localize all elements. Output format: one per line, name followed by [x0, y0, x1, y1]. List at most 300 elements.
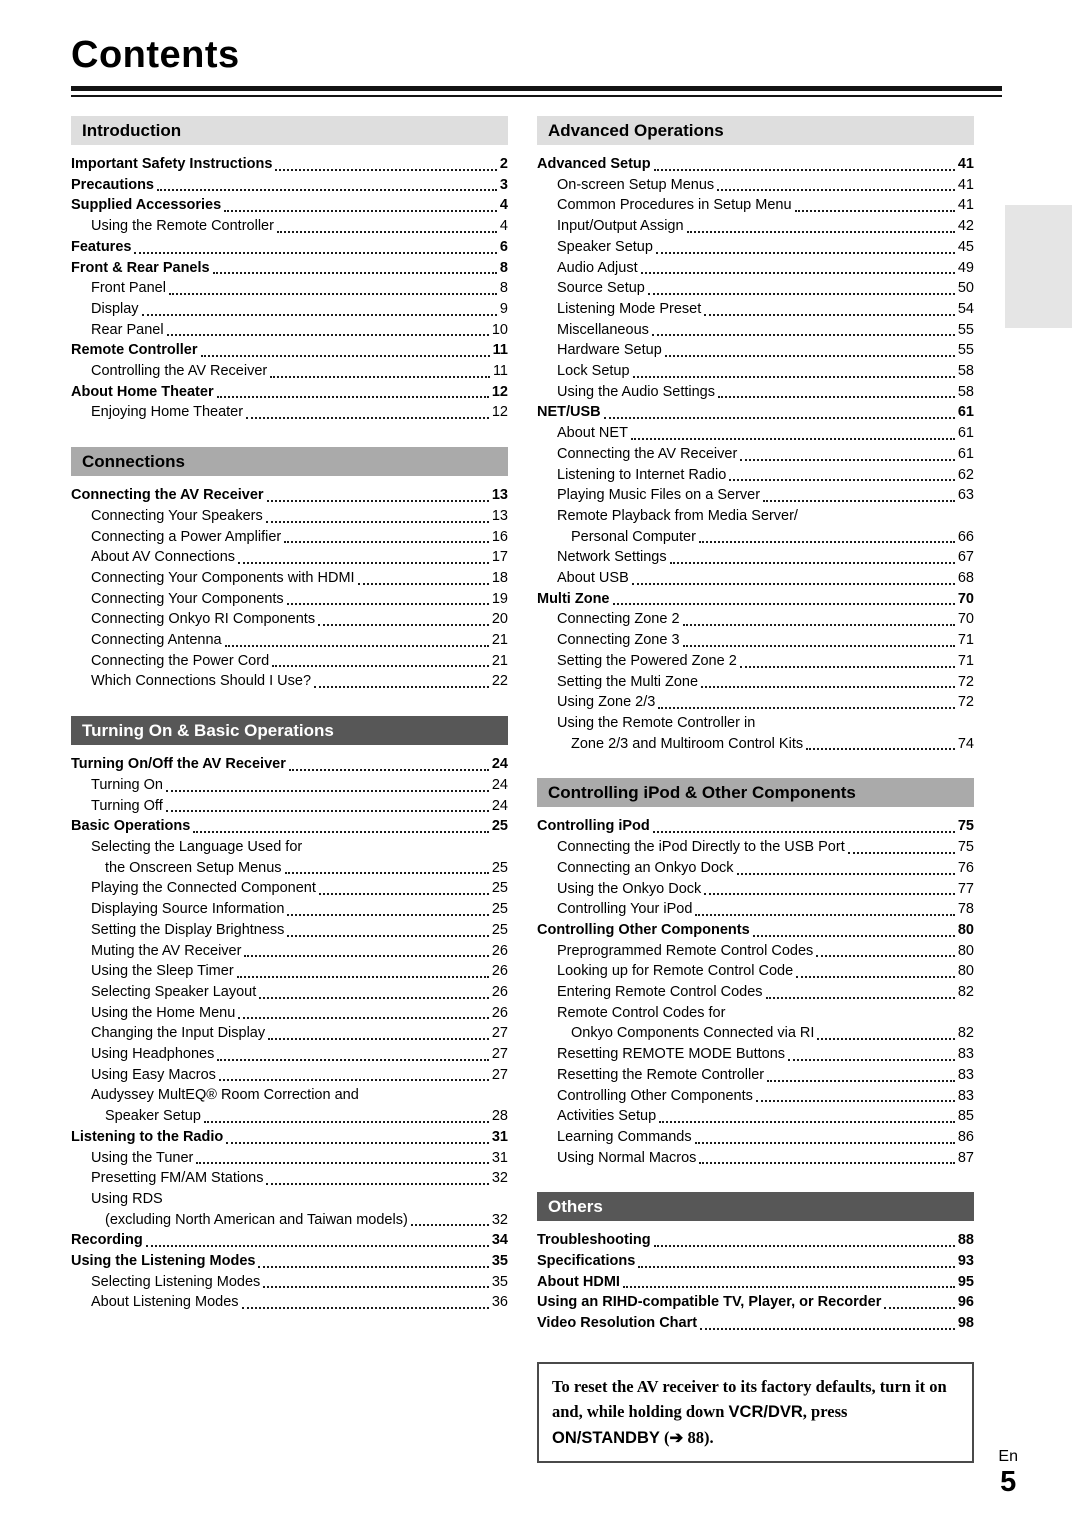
toc-entry-page: 71	[957, 652, 974, 669]
section-header-connections: Connections	[71, 447, 508, 476]
toc-entry	[537, 320, 974, 341]
toc-entry-page: 24	[491, 797, 508, 814]
toc-entry-page: 82	[957, 984, 974, 1001]
toc-entry-label: Connecting Onkyo RI Components	[91, 611, 316, 628]
toc-entry-label: Using the Audio Settings	[557, 383, 715, 400]
toc-entry	[71, 154, 508, 175]
toc-entry-label: the Onscreen Setup Menus	[105, 859, 282, 876]
section-header-advanced-operations: Advanced Operations	[537, 116, 974, 145]
toc-entry-label: Setting the Display Brightness	[91, 921, 285, 938]
toc-entry-label: Connecting Your Speakers	[91, 507, 263, 524]
dot-leader	[763, 500, 955, 502]
toc-entry-page: 25	[491, 818, 508, 835]
dot-leader	[633, 376, 955, 378]
toc-entry-page: 88	[957, 1232, 974, 1249]
dot-leader	[701, 686, 955, 688]
toc-entry	[71, 506, 508, 527]
section-header-controlling-ipod-other-components: Controlling iPod & Other Components	[537, 778, 974, 807]
toc-entry-label: Selecting the Language Used for	[91, 838, 303, 855]
toc-entry-label: (excluding North American and Taiwan models)	[105, 1211, 408, 1228]
toc-entry	[71, 775, 508, 796]
toc-entry	[537, 175, 974, 196]
toc-entry	[537, 1148, 974, 1169]
toc-entry-label: Connecting the Power Cord	[91, 652, 270, 669]
toc-entry	[71, 671, 508, 692]
dot-leader	[225, 645, 489, 647]
toc-entry-label: Muting the AV Receiver	[91, 942, 242, 959]
toc-entry	[71, 568, 508, 589]
toc-entry-page: 11	[492, 363, 508, 380]
dot-leader	[683, 645, 955, 647]
toc-entry	[537, 216, 974, 237]
dot-leader	[166, 810, 489, 812]
toc-entry-page: 71	[957, 632, 974, 649]
toc-entry	[537, 672, 974, 693]
dot-leader	[795, 210, 955, 212]
toc-entry-label: Using Zone 2/3	[557, 694, 656, 711]
toc-entry-page: 55	[957, 321, 974, 338]
toc-entry-page: 96	[957, 1294, 974, 1311]
dot-leader	[242, 1307, 489, 1309]
note-text: , press	[802, 1401, 848, 1421]
dot-leader	[289, 769, 489, 771]
dot-leader	[816, 955, 955, 957]
toc-entry-label: Precautions	[71, 176, 154, 193]
toc-entry	[71, 340, 508, 361]
toc-entry-page: 34	[491, 1232, 508, 1249]
toc-entry-page: 50	[957, 280, 974, 297]
toc-entry-label: About NET	[557, 425, 628, 442]
toc-entry	[71, 278, 508, 299]
dot-leader	[683, 624, 955, 626]
dot-leader	[653, 831, 955, 833]
page-title: Contents	[71, 34, 240, 76]
dot-leader	[267, 500, 489, 502]
toc-entry-page: 11	[492, 342, 508, 359]
page-footer	[998, 1448, 1018, 1498]
toc-entry	[537, 692, 974, 713]
toc-entry-page: 77	[957, 880, 974, 897]
dot-leader	[700, 1328, 955, 1330]
toc-entry	[537, 1003, 974, 1024]
toc-entry-page: 87	[957, 1149, 974, 1166]
toc-entry-page: 63	[957, 487, 974, 504]
toc-entry-label: Personal Computer	[571, 528, 696, 545]
toc-entry-label: Speaker Setup	[557, 238, 653, 255]
dot-leader	[169, 293, 497, 295]
toc-entry	[537, 734, 974, 755]
dot-leader	[641, 272, 955, 274]
dot-leader	[275, 169, 497, 171]
dot-leader	[740, 459, 955, 461]
toc-entry-label: Turning On	[91, 776, 163, 793]
toc-entry-label: Activities Setup	[557, 1108, 657, 1125]
toc-entry-page: 62	[957, 466, 974, 483]
dot-leader	[244, 955, 488, 957]
toc-entry-page: 61	[957, 425, 974, 442]
toc-entry-page: 83	[957, 1087, 974, 1104]
toc-entry-label: Common Procedures in Setup Menu	[557, 197, 792, 214]
dot-leader	[263, 1286, 489, 1288]
toc-entry	[71, 1003, 508, 1024]
toc-entry-label: Using the Listening Modes	[71, 1253, 256, 1270]
toc-entry-label: Connecting the AV Receiver	[71, 487, 264, 504]
dot-leader	[246, 417, 489, 419]
dot-leader	[167, 334, 489, 336]
toc-entry-page: 98	[957, 1315, 974, 1332]
dot-leader	[213, 272, 497, 274]
dot-leader	[319, 893, 489, 895]
dot-leader	[268, 1038, 489, 1040]
toc-entry-label: Connecting an Onkyo Dock	[557, 859, 734, 876]
dot-leader	[266, 1183, 488, 1185]
toc-entry	[71, 920, 508, 941]
toc-entry-page: 61	[957, 445, 974, 462]
toc-entry	[71, 1168, 508, 1189]
toc-entry-label: Controlling the AV Receiver	[91, 363, 268, 380]
toc-entry-page: 45	[957, 238, 974, 255]
dot-leader	[224, 210, 497, 212]
note-button-name: ON/STANDBY	[552, 1428, 660, 1447]
toc-entry-label: Onkyo Components Connected via RI	[571, 1025, 815, 1042]
toc-entry-page: 24	[491, 776, 508, 793]
toc-entry-label: Connecting Your Components with HDMI	[91, 569, 355, 586]
dot-leader	[270, 376, 490, 378]
toc-entry-page: 25	[491, 901, 508, 918]
toc-entry	[537, 589, 974, 610]
dot-leader	[687, 231, 955, 233]
toc-entry-page: 86	[957, 1128, 974, 1145]
toc-entry-page: 55	[957, 342, 974, 359]
toc-entry	[537, 1044, 974, 1065]
toc-entry-label: Using the Onkyo Dock	[557, 880, 702, 897]
toc-entry-page: 20	[491, 611, 508, 628]
toc-entry-label: Connecting Antenna	[91, 632, 222, 649]
toc-entry-label: About Home Theater	[71, 383, 214, 400]
section-header-turning-on-basic-operations: Turning On & Basic Operations	[71, 716, 508, 745]
toc-entry-page: 85	[957, 1108, 974, 1125]
toc-entry	[537, 982, 974, 1003]
toc-entry-label: About AV Connections	[91, 549, 236, 566]
dot-leader	[704, 893, 955, 895]
toc-entry-label: Resetting REMOTE MODE Buttons	[557, 1046, 786, 1063]
toc-entry	[71, 1065, 508, 1086]
toc-entry	[71, 754, 508, 775]
toc-entry	[537, 361, 974, 382]
toc-entry-page: 58	[957, 383, 974, 400]
toc-entry	[537, 961, 974, 982]
toc-entry	[537, 816, 974, 837]
toc-entry-label: Controlling iPod	[537, 818, 650, 835]
toc-entry-page: 24	[491, 756, 508, 773]
toc-entry	[537, 423, 974, 444]
toc-entry-page: 93	[957, 1253, 974, 1270]
toc-entry	[537, 465, 974, 486]
toc-entry-label: Zone 2/3 and Multiroom Control Kits	[571, 735, 804, 752]
toc-entry	[537, 920, 974, 941]
toc-entry	[537, 278, 974, 299]
dot-leader	[237, 976, 489, 978]
toc-entry-label: Using an RIHD-compatible TV, Player, or Recorder	[537, 1294, 882, 1311]
dot-leader	[756, 1100, 955, 1102]
toc-entry	[71, 237, 508, 258]
toc-entry-label: Controlling Your iPod	[557, 901, 693, 918]
toc-entry	[71, 547, 508, 568]
toc-entry	[71, 1106, 508, 1127]
toc-entry-page: 3	[499, 176, 508, 193]
toc-entry-label: Rear Panel	[91, 321, 164, 338]
toc-entry-page: 4	[499, 197, 508, 214]
toc-entry-page: 76	[957, 859, 974, 876]
dot-leader	[134, 252, 496, 254]
toc-entry-page: 35	[491, 1253, 508, 1270]
dot-leader	[142, 314, 497, 316]
dot-leader	[806, 748, 955, 750]
toc-entry-page: 72	[957, 673, 974, 690]
dot-leader	[238, 1017, 489, 1019]
dot-leader	[219, 1079, 489, 1081]
toc-entry	[537, 527, 974, 548]
toc-entry-label: Resetting the Remote Controller	[557, 1066, 765, 1083]
toc-entry-label: Enjoying Home Theater	[91, 404, 244, 421]
toc-entry	[537, 1065, 974, 1086]
toc-entry	[71, 1127, 508, 1148]
section-header-introduction: Introduction	[71, 116, 508, 145]
note-text: To reset the AV receiver to its factory defaults, turn it on and, while holding down	[552, 1376, 947, 1421]
toc-entry-page: 27	[491, 1066, 508, 1083]
toc-entry	[537, 1292, 974, 1313]
toc-entry-page: 31	[491, 1149, 508, 1166]
toc-entry	[537, 1086, 974, 1107]
toc-entry-page: 22	[491, 673, 508, 690]
dot-leader	[284, 541, 489, 543]
toc-entry-label: Looking up for Remote Control Code	[557, 963, 794, 980]
toc-entry-label: Playing the Connected Component	[91, 880, 316, 897]
toc-entry-page: 26	[491, 963, 508, 980]
toc-entry	[71, 1272, 508, 1293]
toc-entry-label: Which Connections Should I Use?	[91, 673, 312, 690]
toc-entry	[71, 258, 508, 279]
toc-entry-label: Setting the Multi Zone	[557, 673, 699, 690]
toc-entry-label: Connecting Zone 2	[557, 611, 680, 628]
dot-leader	[718, 396, 955, 398]
toc-entry-page: 32	[491, 1211, 508, 1228]
toc-entry	[71, 1230, 508, 1251]
section-entries	[71, 754, 508, 1313]
toc-entry	[537, 630, 974, 651]
dot-leader	[658, 707, 955, 709]
toc-entry	[537, 444, 974, 465]
toc-entry	[71, 816, 508, 837]
toc-entry-page: 9	[499, 300, 508, 317]
dot-leader	[266, 521, 489, 523]
toc-entry-label: Controlling Other Components	[537, 921, 750, 938]
toc-entry-page: 41	[957, 156, 974, 172]
toc-entry-label: Lock Setup	[557, 363, 630, 380]
toc-entry-label: Specifications	[537, 1253, 636, 1270]
toc-entry-label: Front Panel	[91, 280, 166, 297]
toc-entry-page: 36	[491, 1294, 508, 1311]
toc-entry	[537, 1313, 974, 1334]
toc-entry-label: Listening Mode Preset	[557, 300, 702, 317]
toc-entry-label: Remote Playback from Media Server/	[557, 507, 798, 524]
section-entries	[71, 485, 508, 692]
toc-entry-label: Using the Remote Controller	[91, 218, 274, 235]
toc-entry-label: Selecting Listening Modes	[91, 1273, 261, 1290]
toc-entry	[537, 1272, 974, 1293]
toc-entry-page: 67	[957, 549, 974, 566]
toc-entry	[537, 568, 974, 589]
toc-entry-label: Remote Control Codes for	[557, 1004, 726, 1021]
page-edge-tab	[1005, 205, 1072, 328]
toc-entry	[71, 299, 508, 320]
toc-entry-label: Remote Controller	[71, 342, 198, 359]
toc-entry	[537, 195, 974, 216]
toc-entry	[71, 361, 508, 382]
toc-entry	[71, 589, 508, 610]
toc-entry-page: 68	[957, 570, 974, 587]
toc-entry-label: Multi Zone	[537, 590, 610, 607]
toc-entry-label: Using Easy Macros	[91, 1066, 216, 1083]
toc-entry-page: 72	[957, 694, 974, 711]
toc-entry-page: 4	[499, 218, 508, 235]
toc-entry-page: 35	[491, 1273, 508, 1290]
toc-entry-page: 80	[957, 942, 974, 959]
dot-leader	[358, 583, 489, 585]
dot-leader	[704, 314, 955, 316]
dot-leader	[766, 997, 955, 999]
toc-entry-page: 17	[491, 549, 508, 566]
toc-entry-page: 41	[957, 176, 974, 193]
toc-entry-label: Miscellaneous	[557, 321, 649, 338]
dot-leader	[796, 976, 955, 978]
dot-leader	[238, 562, 489, 564]
dot-leader	[848, 852, 955, 854]
toc-entry-page: 13	[491, 507, 508, 524]
toc-entry-page: 75	[957, 818, 974, 835]
toc-entry-label: Network Settings	[557, 549, 667, 566]
toc-entry-label: Learning Commands	[557, 1128, 692, 1145]
dot-leader	[204, 1121, 489, 1123]
toc-entry	[71, 1085, 508, 1106]
toc-entry-page: 26	[491, 1004, 508, 1021]
toc-entry	[71, 1292, 508, 1313]
toc-entry-label: Audio Adjust	[557, 259, 638, 276]
toc-entry-label: Using the Sleep Timer	[91, 963, 234, 980]
dot-leader	[193, 831, 489, 833]
footer-page-number: 5	[1000, 1466, 1017, 1498]
dot-leader	[699, 1162, 954, 1164]
toc-entry-label: Connecting Your Components	[91, 590, 284, 607]
toc-entry-label: Using the Home Menu	[91, 1004, 236, 1021]
toc-entry-label: Recording	[71, 1232, 143, 1249]
toc-entry-label: Speaker Setup	[105, 1108, 201, 1125]
toc-entry-page: 16	[491, 528, 508, 545]
toc-entry	[71, 630, 508, 651]
toc-entry	[537, 1251, 974, 1272]
dot-leader	[788, 1059, 955, 1061]
toc-entry	[537, 237, 974, 258]
dot-leader	[287, 935, 488, 937]
toc-entry-page: 66	[957, 528, 974, 545]
toc-entry	[71, 651, 508, 672]
toc-entry	[71, 982, 508, 1003]
toc-entry	[71, 1189, 508, 1210]
toc-entry	[537, 651, 974, 672]
toc-entry-page: 19	[491, 590, 508, 607]
dot-leader	[196, 1162, 488, 1164]
dot-leader	[258, 1266, 488, 1268]
toc-entry-label: Listening to the Radio	[71, 1128, 224, 1145]
section-entries	[537, 1230, 974, 1334]
toc-entry-label: Preprogrammed Remote Control Codes	[557, 942, 814, 959]
toc-entry-page: 80	[957, 963, 974, 980]
toc-entry	[537, 1023, 974, 1044]
toc-entry-label: About USB	[557, 570, 629, 587]
dot-leader	[729, 479, 955, 481]
dot-leader	[632, 583, 955, 585]
toc-entry	[71, 609, 508, 630]
toc-entry-label: Selecting Speaker Layout	[91, 983, 257, 1000]
dot-leader	[287, 603, 489, 605]
toc-entry-page: 61	[957, 404, 974, 421]
toc-entry-label: Controlling Other Components	[557, 1087, 753, 1104]
dot-leader	[654, 1245, 955, 1247]
toc-entry-label: About HDMI	[537, 1273, 620, 1290]
toc-entry	[71, 961, 508, 982]
toc-entry-page: 82	[957, 1025, 974, 1042]
toc-entry-page: 26	[491, 942, 508, 959]
toc-entry-label: Playing Music Files on a Server	[557, 487, 761, 504]
toc-entry-label: Turning Off	[91, 797, 163, 814]
toc-entry-label: Display	[91, 300, 139, 317]
section-entries	[537, 154, 974, 754]
toc-entry-page: 27	[491, 1025, 508, 1042]
toc-entry-label: Front & Rear Panels	[71, 259, 210, 276]
toc-entry-page: 83	[957, 1046, 974, 1063]
toc-entry-label: Setting the Powered Zone 2	[557, 652, 737, 669]
toc-entry	[71, 1210, 508, 1231]
toc-entry-label: Hardware Setup	[557, 342, 662, 359]
toc-entry	[71, 216, 508, 237]
toc-entry-page: 21	[491, 652, 508, 669]
dot-leader	[285, 872, 489, 874]
toc-entry	[537, 258, 974, 279]
toc-entry-label: Supplied Accessories	[71, 197, 222, 214]
dot-leader	[652, 334, 955, 336]
note-text: (➔ 88).	[659, 1427, 714, 1447]
toc-entry-label: Turning On/Off the AV Receiver	[71, 756, 286, 773]
toc-entry-page: 26	[491, 983, 508, 1000]
toc-entry-page: 8	[499, 259, 508, 276]
toc-entry	[71, 175, 508, 196]
toc-entry	[537, 713, 974, 734]
dot-leader	[695, 1142, 955, 1144]
toc-entry-label: Advanced Setup	[537, 156, 651, 172]
toc-entry	[71, 527, 508, 548]
toc-entry-page: 25	[491, 859, 508, 876]
toc-entry	[71, 402, 508, 423]
dot-leader	[884, 1307, 955, 1309]
toc-entry	[537, 299, 974, 320]
toc-entry-label: Connecting Zone 3	[557, 632, 680, 649]
footer-language-label: En	[998, 1448, 1018, 1465]
toc-entry-label: Video Resolution Chart	[537, 1315, 698, 1332]
toc-entry-label: Audyssey MultEQ® Room Correction and	[91, 1087, 359, 1104]
toc-entry-label: Important Safety Instructions	[71, 156, 273, 172]
toc-entry-label: Presetting FM/AM Stations	[91, 1170, 264, 1187]
dot-leader	[217, 396, 489, 398]
